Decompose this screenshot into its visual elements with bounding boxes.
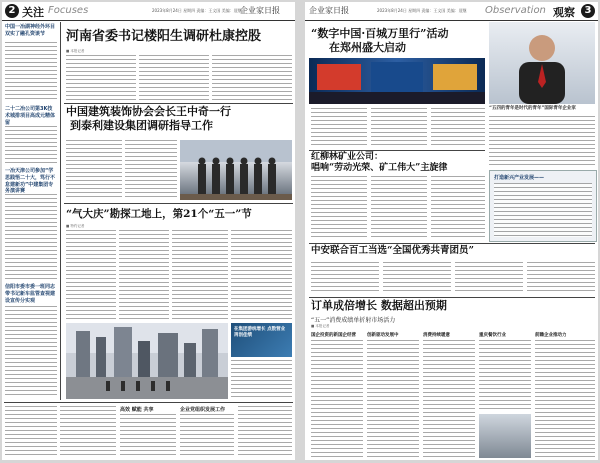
side-article-title: 信阳市委市委一班同志带书记新车监管查视建设宣传分实观 — [5, 284, 56, 304]
right-newspaper-page — [305, 2, 598, 460]
event-stage-photo — [309, 58, 485, 104]
horizontal-rule — [309, 297, 595, 298]
section-title: 关注 — [22, 6, 44, 19]
article-text-block — [119, 230, 169, 320]
photo-caption: 在集团游统增长 点数营业再创佳绩 — [234, 327, 286, 339]
side-box-title: 打造新兴产业发展—— — [494, 175, 545, 181]
article-text-block — [60, 406, 116, 458]
portrait-caption: “五四的青年是时代的青年”国际青年企业家 — [489, 106, 576, 111]
page-number-badge: 2 — [5, 4, 19, 18]
article-text-block — [5, 194, 57, 280]
industrial-site-photo — [66, 323, 228, 399]
event-stage-illustration — [309, 58, 485, 104]
section-title-english: Observation — [485, 5, 546, 16]
section-title-english: Focuses — [48, 5, 89, 16]
article-text-block — [371, 108, 427, 148]
article-text-block — [367, 340, 419, 458]
news-photo — [180, 140, 292, 200]
mini-article-title: 重庆餐饮行业 — [479, 333, 506, 338]
article-text-block — [479, 340, 531, 410]
article-text-block — [172, 230, 228, 320]
headline: 河南省委书记楼阳生调研杜康控股 — [66, 29, 262, 44]
caption-photo-box — [231, 323, 292, 357]
subheadline: “五一”消费成绩单折射市场活力 — [311, 317, 396, 324]
page-header — [2, 2, 295, 21]
article-text-block — [231, 230, 292, 320]
article-text-block — [527, 262, 595, 294]
horizontal-rule — [64, 103, 293, 104]
byline: ■ 本报记者 — [66, 49, 85, 53]
side-box — [489, 170, 597, 242]
headline: 唱响“劳动光荣、矿工伟大”主旋律 — [311, 163, 448, 173]
headline: 中国建筑装饰协会会长王中奇一行 — [66, 105, 231, 118]
group-photo-illustration — [180, 140, 292, 200]
headline: 到泰利建设集团调研指导工作 — [70, 119, 213, 132]
article-text-block — [455, 262, 523, 294]
article-text-block — [383, 262, 451, 294]
article-text-block — [5, 126, 57, 164]
side-article-title: 中国一冶湖神经外环目双实了融孔资谈节 — [5, 24, 56, 37]
article-text-block — [5, 306, 57, 398]
horizontal-rule — [4, 402, 293, 403]
article-text-block — [311, 176, 367, 240]
portrait-photo — [489, 22, 595, 104]
byline: ■ 特约记者 — [66, 224, 85, 228]
newspaper-brand: 企业家日报 — [309, 6, 349, 15]
industrial-site-illustration — [66, 323, 228, 399]
dateline: 2023年8月24日 星期四 责编：王文国 美编：聂继 — [377, 8, 467, 13]
headline: 在郑州盛大启动 — [329, 41, 406, 54]
headline: “气大庆”勘探工地上，第21个“五一”节 — [66, 208, 252, 220]
left-newspaper-page — [2, 2, 295, 460]
article-text-block — [489, 116, 595, 168]
dateline: 2023年8月24日 星期四 责编：王文国 美编：聂继 — [152, 8, 242, 13]
article-text-block — [212, 55, 292, 101]
article-text-block — [311, 108, 367, 148]
side-article-title: 二十二冶公司第3K技术城排项目高成元精体留 — [5, 106, 56, 126]
article-text-block — [238, 406, 292, 458]
article-text-block — [125, 140, 177, 200]
horizontal-rule — [64, 203, 293, 204]
mini-article-title: 前瞻企业推动力 — [535, 333, 567, 338]
article-text-block — [66, 55, 136, 101]
horizontal-rule — [309, 150, 485, 151]
article-text-block — [5, 406, 57, 458]
article-text-block — [371, 176, 427, 240]
article-text-block — [431, 176, 485, 240]
page-header — [305, 2, 598, 21]
article-text-block — [120, 414, 176, 458]
newspaper-brand: 企业家日报 — [240, 6, 280, 15]
section-title: 观察 — [553, 6, 575, 19]
article-text-block — [311, 262, 379, 294]
page-number-badge: 3 — [581, 4, 595, 18]
article-text-block — [494, 183, 592, 237]
article-text-block — [423, 340, 475, 458]
article-text-block — [231, 360, 292, 399]
headline: 中安联合百工当选“全国优秀共青团员” — [311, 245, 474, 256]
mini-article-title: 创新驱动发展中 — [367, 333, 399, 338]
bottom-article-title: 高效 赋能 共享 — [120, 407, 154, 413]
article-text-block — [431, 108, 485, 148]
article-text-block — [139, 55, 209, 101]
headline: 红柳林矿业公司： — [311, 152, 384, 162]
article-text-block — [311, 340, 363, 458]
article-text-block — [66, 140, 122, 200]
byline: ■ 本报记者 — [311, 324, 330, 328]
article-text-block — [180, 414, 234, 458]
column-divider — [60, 22, 61, 400]
headline: 订单成倍增长 数据超出预期 — [311, 299, 447, 312]
headline: “数字中国·百城万里行”活动 — [311, 27, 449, 40]
portrait-illustration — [489, 22, 595, 104]
article-text-block — [66, 230, 116, 320]
mini-article-title: 国企投资的新国企经营 — [311, 333, 356, 338]
news-photo — [479, 414, 531, 458]
side-article-title: 一冶天津公司参加“学思践悟二十大，笃行不怠建新功”中建集团专务演讲赛 — [5, 168, 56, 195]
mini-article-title: 消费持续暖意 — [423, 333, 450, 338]
article-text-block — [535, 340, 595, 458]
bottom-article-title: 企业党组织发展工作 — [180, 407, 226, 413]
article-text-block — [5, 42, 57, 102]
horizontal-rule — [309, 243, 595, 244]
